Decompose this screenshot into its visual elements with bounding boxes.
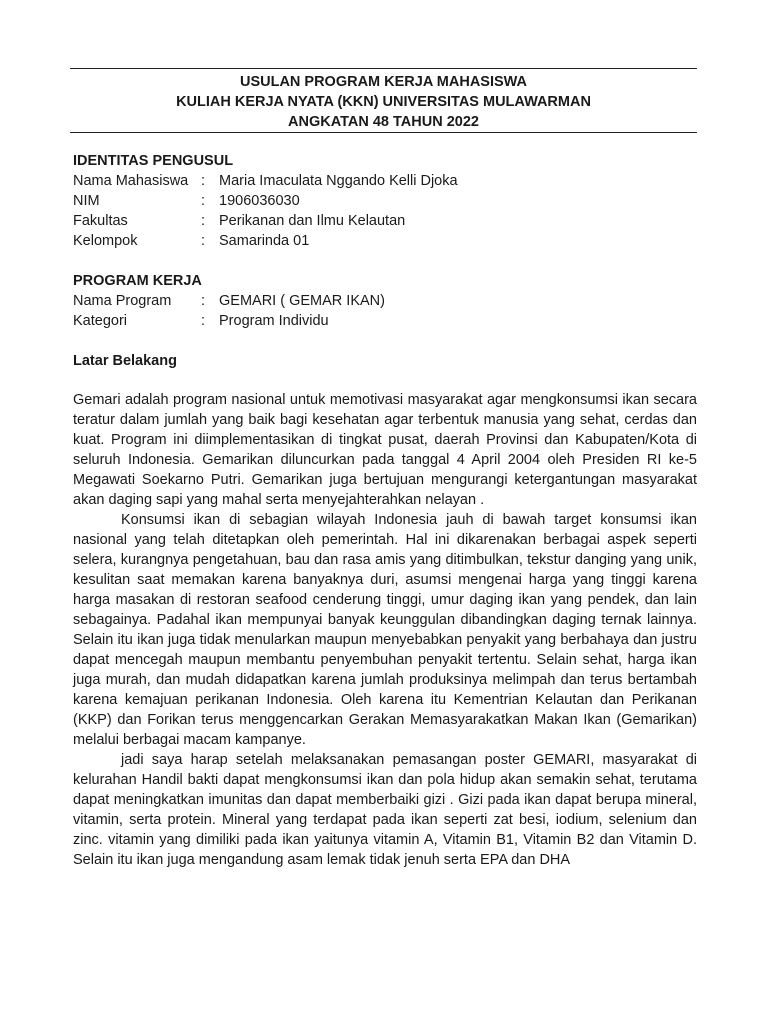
field-value: Maria Imaculata Nggando Kelli Djoka: [219, 173, 458, 189]
field-label: NIM: [73, 193, 100, 209]
field-colon: :: [201, 293, 206, 309]
identitas-row-fakultas: [73, 211, 697, 231]
paragraph: Gemari adalah program nasional untuk memotivasi masyarakat agar mengkonsumsi ikan secara teratur dalam jumlah yang baik bagi kesehatan agar terbentuk manusia yang sehat, cerdas dan kuat. Program ini diimplementasikan di tingkat pusat, daerah Provinsi dan Kabupaten/Kota di seluruh Indonesia. Gemarikan diluncurkan pada tanggal 4 April 2004 oleh Presiden RI ke-5 Megawati Soekarno Putri. Gemarikan juga bertujuan mengurangi ketergantungan masyarakat akan daging sapi yang mahal serta menyejahterahkan nelayan .: [73, 392, 697, 508]
latar-body: [73, 390, 697, 870]
field-value: Perikanan dan Ilmu Kelautan: [219, 213, 406, 229]
field-value: 1906036030: [219, 193, 300, 209]
header-line-2: KULIAH KERJA NYATA (KKN) UNIVERSITAS MULAWARMAN: [176, 94, 591, 110]
field-label: Nama Program: [73, 293, 172, 309]
identitas-row-kelompok: [73, 231, 697, 251]
latar-title: Latar Belakang: [73, 353, 177, 369]
field-label: Fakultas: [73, 213, 128, 229]
field-value: Program Individu: [219, 313, 329, 329]
field-value: GEMARI ( GEMAR IKAN): [219, 293, 385, 309]
field-colon: :: [201, 213, 206, 229]
program-section: [73, 271, 697, 331]
field-label: Nama Mahasiswa: [73, 173, 189, 189]
latar-section: [73, 351, 697, 371]
identitas-row-nama: [73, 171, 697, 191]
identitas-row-nim: [73, 191, 697, 211]
field-colon: :: [201, 193, 206, 209]
header-line-1: USULAN PROGRAM KERJA MAHASISWA: [239, 74, 528, 90]
paragraph: Konsumsi ikan di sebagian wilayah Indonesia jauh di bawah target konsumsi ikan nasional yang telah ditetapkan oleh pemerintah. Hal ini dikarenakan berbagai aspek seperti selera, kurangnya pengetahuan, bau dan rasa amis yang ditimbulkan, tekstur danging yang unik, kesulitan saat memakan karena banyaknya duri, asumsi mengenai harga yang tinggi karena harga masakan di restoran seafood cenderung tinggi, umur daging ikan yang pendek, dan lain sebagainya. Padahal ikan mempunyai banyak keunggulan dibandingkan daging ternak lainnya. Selain itu ikan juga tidak menularkan maupun menyebabkan penyakit yang berbahaya dan justru dapat mencegah maupun membantu penyembuhan penyakit tertentu. Selain sehat, harga ikan juga murah, dan mudah didapatkan karena jumlah produksinya melimpah dan terus bertambah karena kemajuan perikanan Indonesia. Oleh karena itu Kementrian Kelautan dan Perikanan (KKP) dan Forikan terus menggencarkan Gerakan Memasyarakatkan Makan Ikan (Gemarikan) melalui berbagai macam kampanye.: [73, 512, 697, 748]
header-line-3: ANGKATAN 48 TAHUN 2022: [288, 114, 479, 130]
program-title: PROGRAM KERJA: [73, 273, 202, 289]
field-label: Kelompok: [73, 233, 138, 249]
field-colon: :: [201, 313, 206, 329]
paragraph: jadi saya harap setelah melaksanakan pemasangan poster GEMARI, masyarakat di kelurahan Handil bakti dapat mengkonsumsi ikan dan pola hidup akan semakin sehat, terutama dapat meningkatkan imunitas dan dapat memberbaiki gizi . Gizi pada ikan dapat berupa mineral, vitamin, serta protein. Mineral yang terdapat pada ikan seperti zat besi, iodium, selenium dan zinc. vitamin yang dimiliki pada ikan yaitunya vitamin A, Vitamin B1, Vitamin B2 dan Vitamin D. Selain itu ikan juga mengandung asam lemak tidak jenuh serta EPA dan DHA: [73, 752, 697, 868]
program-row-kategori: [73, 311, 697, 331]
identitas-title: IDENTITAS PENGUSUL: [73, 153, 234, 169]
top-rule: [70, 68, 697, 69]
document-header: [70, 72, 697, 132]
field-value: Samarinda 01: [219, 233, 310, 249]
field-colon: :: [201, 233, 206, 249]
identitas-section: [73, 151, 697, 251]
header-bottom-rule: [70, 132, 697, 133]
field-colon: :: [201, 173, 206, 189]
program-row-nama: [73, 291, 697, 311]
field-label: Kategori: [73, 313, 128, 329]
